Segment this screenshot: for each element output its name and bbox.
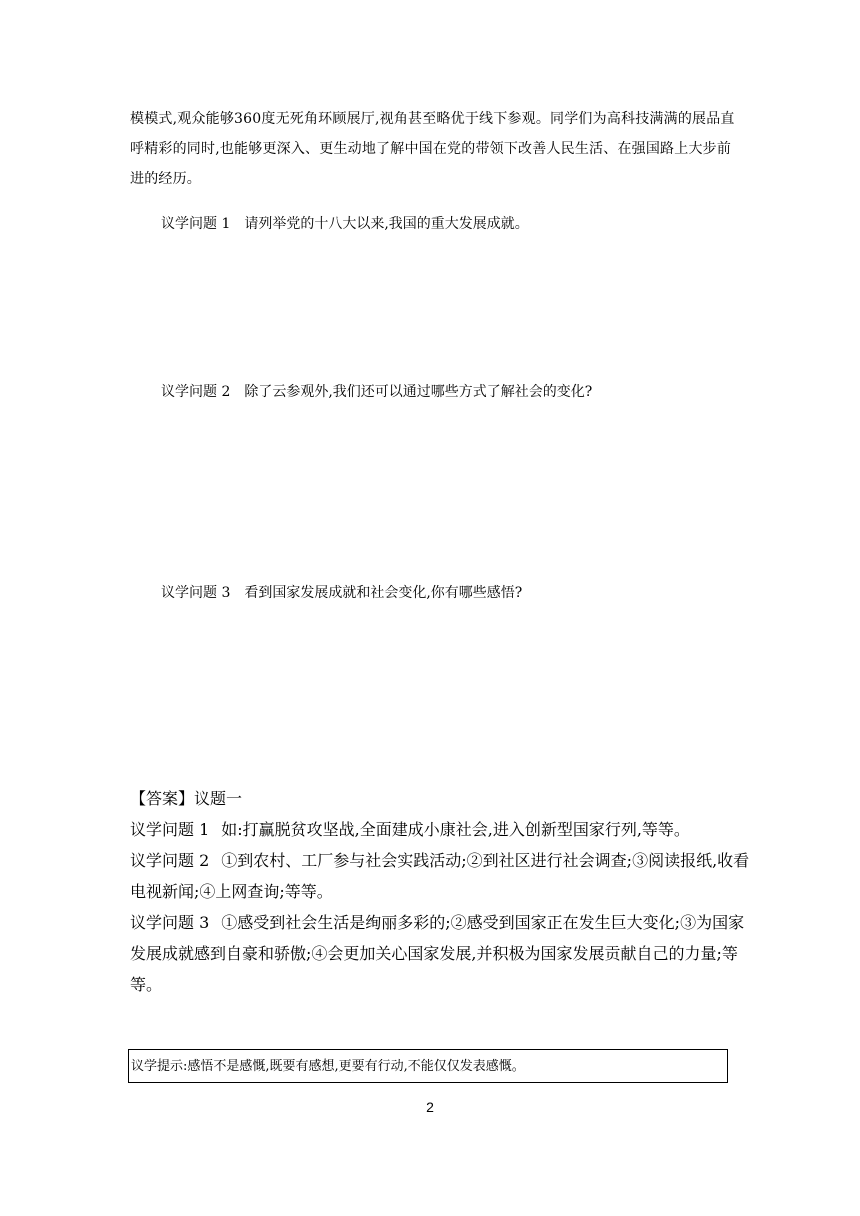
answer-item-2 [130, 845, 750, 907]
question-2 [161, 382, 592, 402]
question-2-label: 议学问题 2 [161, 384, 231, 400]
answer-item-3 [130, 907, 750, 1000]
question-1 [161, 214, 529, 234]
hint-box: 议学提示:感悟不是感慨,既要有感想,更要有行动,不能仅仅发表感慨。 [128, 1049, 728, 1083]
answer-section [130, 783, 750, 1000]
question-1-text: 请列举党的十八大以来,我国的重大发展成就。 [244, 216, 529, 232]
question-2-text: 除了云参观外,我们还可以通过哪些方式了解社会的变化? [244, 384, 593, 400]
answer-item-1-text: 如:打赢脱贫攻坚战,全面建成小康社会,进入创新型国家行列,等等。 [221, 820, 690, 839]
question-3-text: 看到国家发展成就和社会变化,你有哪些感悟? [244, 585, 523, 601]
answer-item-2-label: 议学问题 2 [130, 851, 210, 870]
answer-heading: 【答案】议题一 [130, 789, 243, 808]
answer-item-1-label: 议学问题 1 [130, 820, 210, 839]
answer-item-2-text: ①到农村、工厂参与社会实践活动;②到社区进行社会调查;③阅读报纸,收看电视新闻;④上网查询;等等。 [130, 851, 750, 901]
question-3-label: 议学问题 3 [161, 585, 231, 601]
answer-item-3-text: ①感受到社会生活是绚丽多彩的;②感受到国家正在发生巨大变化;③为国家发展成就感到自豪和骄傲;④会更加关心国家发展,并积极为国家发展贡献自己的力量;等等。 [130, 913, 745, 994]
answer-item-1 [130, 814, 750, 845]
question-3 [161, 583, 522, 603]
intro-paragraph: 模模式,观众能够360度无死角环顾展厅,视角甚至略优于线下参观。同学们为高科技满满的展品直呼精彩的同时,也能够更深入、更生动地了解中国在党的带领下改善人民生活、在强国路上大步前进的经历。 [130, 111, 735, 187]
page-number: 2 [426, 1099, 434, 1115]
question-1-label: 议学问题 1 [161, 216, 231, 232]
answer-item-3-label: 议学问题 3 [130, 913, 210, 932]
